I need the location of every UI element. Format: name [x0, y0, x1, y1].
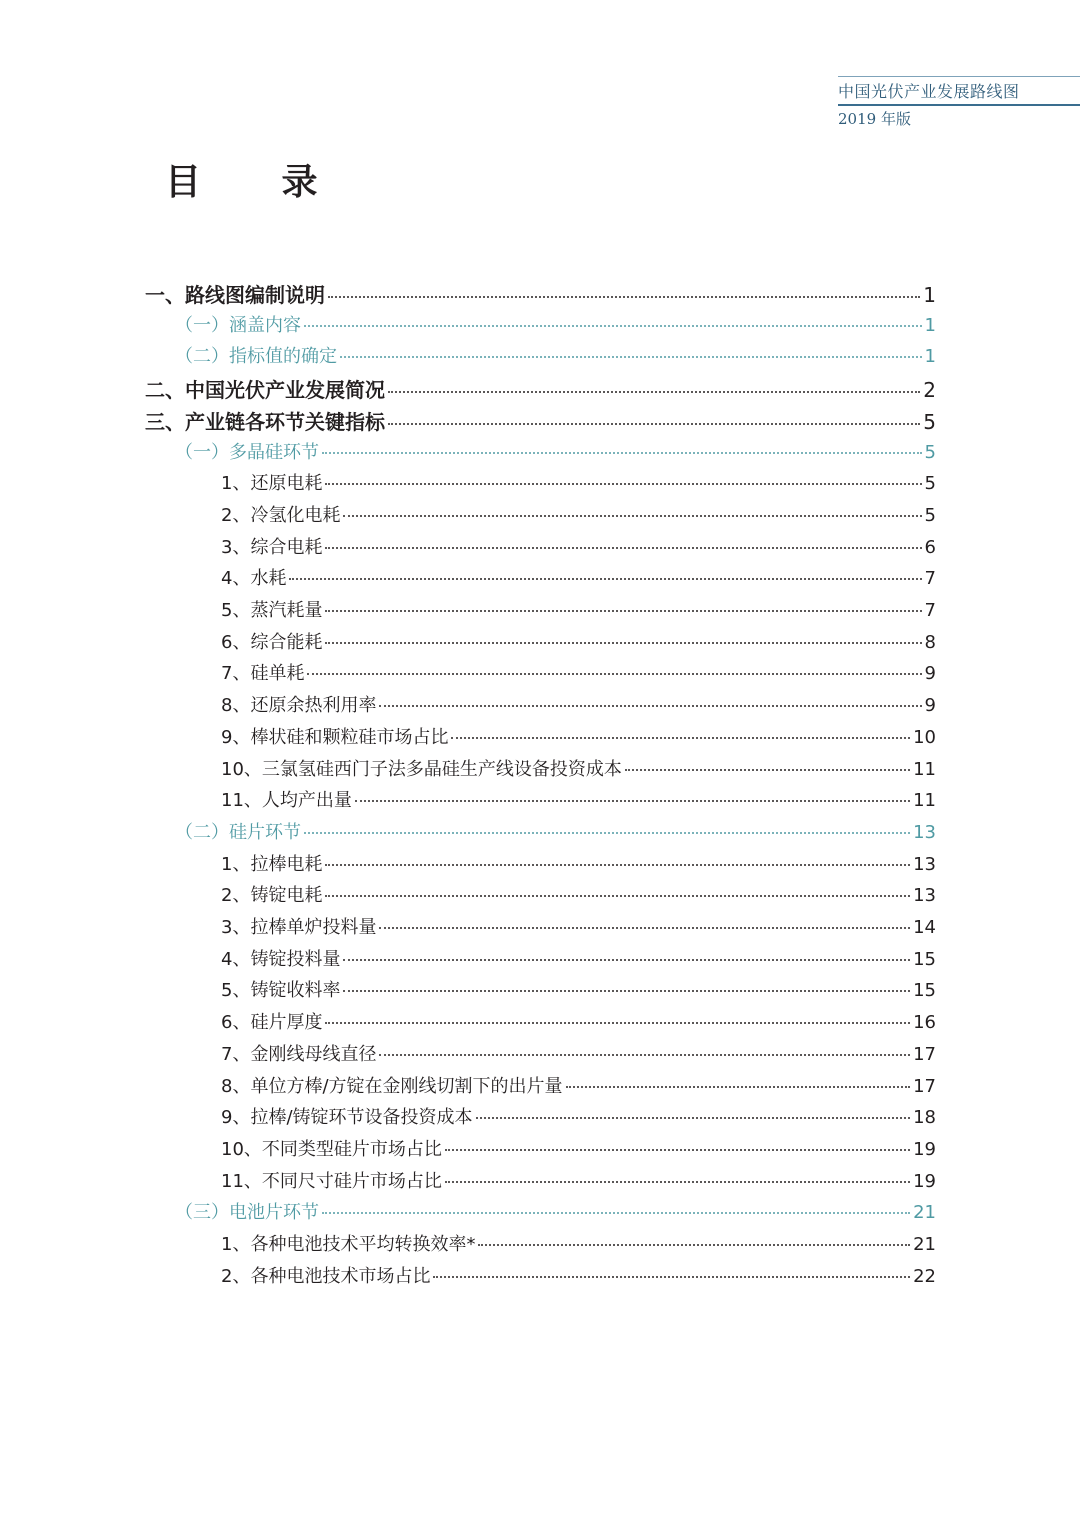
toc-entry-page-number: 13	[913, 885, 936, 907]
toc-entry-page-number: 5	[924, 473, 936, 495]
toc-entry-level3[interactable]	[221, 1008, 936, 1034]
toc-entry-label: 6、硅片厚度	[221, 1012, 323, 1034]
header-edition: 2019 年版	[838, 110, 911, 128]
toc-entry-level3[interactable]	[221, 913, 936, 939]
toc-entry-level2[interactable]	[175, 342, 936, 368]
toc-entry-label: （二）硅片环节	[175, 821, 301, 843]
toc-dot-leader	[340, 356, 922, 358]
toc-entry-level3[interactable]	[221, 1072, 936, 1098]
toc-entry-page-number: 21	[913, 1234, 936, 1255]
toc-entry-label: 3、综合电耗	[221, 536, 323, 558]
toc-entry-level1[interactable]	[145, 279, 936, 308]
toc-entry-label: 8、单位方棒/方锭在金刚线切割下的出片量	[221, 1075, 563, 1097]
toc-entry-page-number: 9	[924, 663, 936, 685]
toc-dot-leader	[322, 452, 922, 454]
toc-dot-leader	[343, 515, 921, 517]
toc-entry-level3[interactable]	[221, 1103, 936, 1129]
toc-dot-leader	[355, 800, 910, 802]
toc-entry-level3[interactable]	[221, 469, 936, 495]
toc-entry-level3[interactable]	[221, 1167, 936, 1193]
toc-dot-leader	[343, 990, 910, 992]
toc-dot-leader	[307, 673, 921, 675]
toc-entry-level2[interactable]	[175, 438, 936, 464]
toc-entry-page-number: 1	[924, 346, 936, 368]
toc-dot-leader	[304, 832, 910, 834]
toc-dot-leader	[325, 610, 921, 612]
toc-entry-level3[interactable]	[221, 691, 936, 717]
toc-entry-label: 5、蒸汽耗量	[221, 600, 323, 621]
toc-dot-leader	[343, 959, 910, 961]
toc-entry-label: （一）多晶硅环节	[175, 441, 319, 463]
toc-entry-label: （三）电池片环节	[175, 1202, 319, 1224]
toc-entry-label: 11、不同尺寸硅片市场占比	[221, 1170, 442, 1192]
toc-entry-page-number: 1	[923, 283, 936, 307]
toc-dot-leader	[566, 1086, 911, 1088]
toc-entry-page-number: 15	[913, 948, 936, 970]
toc-dot-leader	[328, 296, 920, 298]
toc-entry-label: 10、三氯氢硅西门子法多晶硅生产线设备投资成本	[221, 758, 622, 780]
toc-dot-leader	[445, 1181, 910, 1183]
toc-dot-leader	[379, 1054, 910, 1056]
toc-entry-page-number: 13	[913, 821, 936, 843]
toc-entry-page-number: 11	[913, 758, 936, 780]
toc-entry-page-number: 5	[923, 409, 936, 434]
toc-entry-page-number: 9	[924, 695, 936, 717]
toc-entry-label: （一）涵盖内容	[175, 314, 301, 336]
toc-entry-level3[interactable]	[221, 1040, 936, 1066]
toc-dot-leader	[325, 1022, 910, 1024]
toc-entry-level3[interactable]	[221, 881, 936, 907]
toc-dot-leader	[625, 769, 910, 771]
toc-entry-page-number: 6	[924, 536, 936, 558]
toc-dot-leader	[379, 927, 910, 929]
toc-entry-label: 7、硅单耗	[221, 663, 305, 685]
toc-entry-page-number: 22	[913, 1265, 936, 1287]
toc-entry-label: 9、拉棒/铸锭环节设备投资成本	[221, 1107, 473, 1129]
toc-entry-label: 1、各种电池技术平均转换效率*	[221, 1234, 476, 1255]
toc-dot-leader	[478, 1244, 910, 1246]
toc-entry-level3[interactable]	[221, 786, 936, 812]
toc-entry-label: 10、不同类型硅片市场占比	[221, 1138, 442, 1160]
toc-entry-level3[interactable]	[221, 596, 936, 622]
toc-entry-level3[interactable]	[221, 1135, 936, 1161]
toc-dot-leader	[476, 1117, 911, 1119]
toc-dot-leader	[304, 325, 922, 327]
toc-entry-label: 3、拉棒单炉投料量	[221, 917, 377, 938]
toc-entry-page-number: 19	[913, 1170, 936, 1192]
toc-entry-level3[interactable]	[221, 564, 936, 590]
toc-entry-page-number: 19	[913, 1138, 936, 1160]
toc-entry-level3[interactable]	[221, 533, 936, 559]
page-title: 目 录	[165, 162, 352, 203]
toc-dot-leader	[388, 391, 920, 393]
toc-entry-page-number: 5	[924, 441, 936, 463]
toc-entry-page-number: 17	[913, 1043, 936, 1065]
toc-entry-level2[interactable]	[175, 818, 936, 844]
toc-dot-leader	[325, 642, 921, 644]
toc-dot-leader	[325, 864, 910, 866]
toc-entry-page-number: 7	[924, 568, 936, 590]
toc-entry-page-number: 7	[924, 600, 936, 621]
toc-dot-leader	[325, 895, 910, 897]
toc-entry-label: 1、还原电耗	[221, 473, 323, 495]
toc-entry-page-number: 5	[924, 504, 936, 526]
toc-entry-level3[interactable]	[221, 723, 936, 749]
toc-entry-page-number: 16	[913, 1012, 936, 1034]
toc-entry-label: 8、还原余热利用率	[221, 695, 377, 717]
toc-entry-label: 2、冷氢化电耗	[221, 504, 341, 526]
toc-entry-level3[interactable]	[221, 755, 936, 781]
toc-entry-page-number: 21	[913, 1202, 936, 1224]
toc-entry-level3[interactable]	[221, 945, 936, 971]
toc-entry-label: 4、水耗	[221, 568, 287, 590]
toc-entry-label: 9、棒状硅和颗粒硅市场占比	[221, 726, 449, 748]
toc-entry-level3[interactable]	[221, 501, 936, 527]
toc-entry-page-number: 10	[913, 726, 936, 748]
toc-dot-leader	[325, 483, 921, 485]
toc-entry-label: （二）指标值的确定	[175, 346, 337, 368]
toc-entry-label: 二、中国光伏产业发展简况	[145, 378, 385, 403]
toc-entry-page-number: 13	[913, 853, 936, 875]
toc-entry-level1[interactable]	[145, 406, 936, 435]
toc-dot-leader	[379, 705, 921, 707]
toc-entry-level2[interactable]	[175, 311, 936, 337]
toc-entry-page-number: 17	[913, 1075, 936, 1097]
toc-entry-level3[interactable]	[221, 850, 936, 876]
toc-entry-level3[interactable]	[221, 659, 936, 685]
toc-entry-level1[interactable]	[145, 374, 936, 403]
toc-dot-leader	[433, 1276, 910, 1278]
toc-entry-level3[interactable]	[221, 628, 936, 654]
toc-entry-label: 一、路线图编制说明	[145, 283, 325, 307]
toc-dot-leader	[388, 423, 920, 425]
toc-entry-level2[interactable]	[175, 1198, 936, 1224]
toc-entry-label: 2、各种电池技术市场占比	[221, 1265, 431, 1287]
toc-entry-page-number: 2	[923, 378, 936, 403]
toc-entry-label: 6、综合能耗	[221, 631, 323, 653]
toc-dot-leader	[289, 578, 921, 580]
toc-dot-leader	[445, 1149, 910, 1151]
toc-entry-page-number: 8	[924, 631, 936, 653]
toc-entry-label: 7、金刚线母线直径	[221, 1043, 377, 1065]
toc-entry-page-number: 1	[924, 314, 936, 336]
toc-entry-label: 三、产业链各环节关键指标	[145, 409, 385, 434]
toc-entry-page-number: 15	[913, 980, 936, 1002]
header-title: 中国光伏产业发展路线图	[838, 82, 1020, 101]
toc-entry-label: 1、拉棒电耗	[221, 853, 323, 875]
toc-entry-label: 4、铸锭投料量	[221, 948, 341, 970]
toc-dot-leader	[325, 547, 921, 549]
toc-entry-page-number: 18	[913, 1107, 936, 1129]
toc-entry-label: 11、人均产出量	[221, 790, 352, 812]
toc-entry-level3[interactable]	[221, 976, 936, 1002]
toc-dot-leader	[451, 737, 910, 739]
toc-entry-level3[interactable]	[221, 1262, 936, 1288]
toc-entry-label: 5、铸锭收料率	[221, 980, 341, 1002]
toc-dot-leader	[322, 1212, 910, 1214]
toc-entry-label: 2、铸锭电耗	[221, 885, 323, 907]
toc-entry-level3[interactable]	[221, 1230, 936, 1256]
toc-entry-page-number: 14	[913, 917, 936, 938]
toc-entry-page-number: 11	[913, 790, 936, 812]
